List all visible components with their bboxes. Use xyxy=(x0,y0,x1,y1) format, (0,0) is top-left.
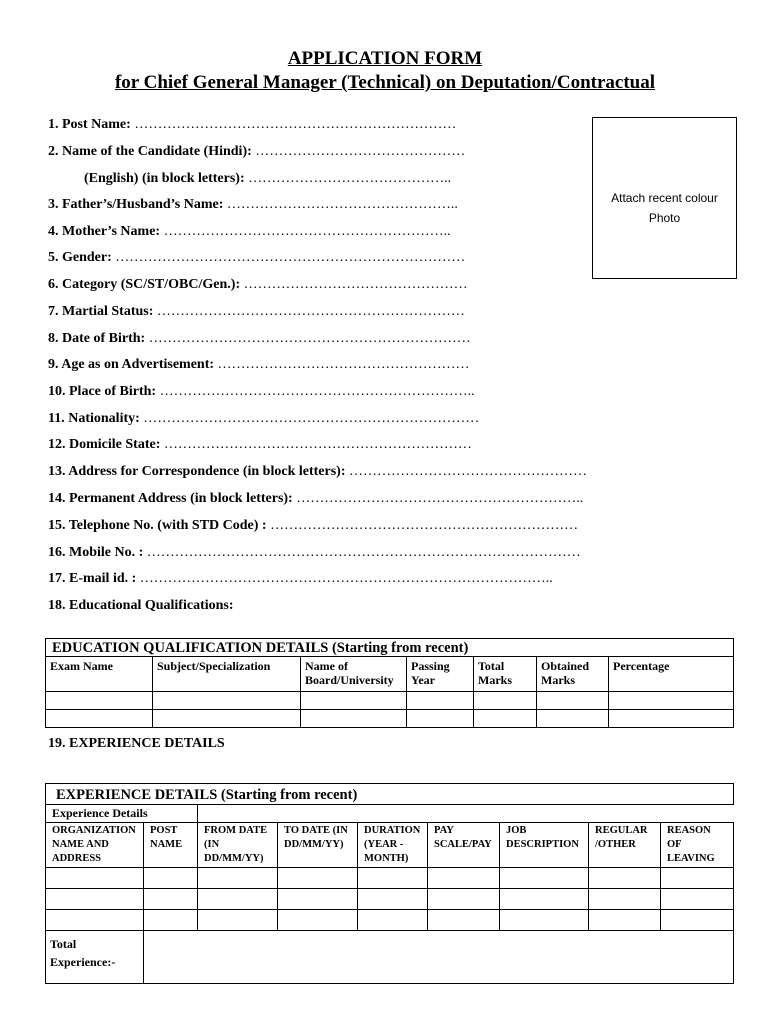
experience-header-pay-scale: PAY SCALE/PAY xyxy=(428,823,500,868)
table-row xyxy=(46,710,734,728)
table-cell[interactable] xyxy=(153,692,301,710)
experience-subcaption: Experience Details xyxy=(46,805,198,823)
field-post-name[interactable]: 1. Post Name: …………………………………………………………… xyxy=(48,117,457,132)
table-cell[interactable] xyxy=(301,710,407,728)
education-header-percentage: Percentage xyxy=(609,657,734,692)
form-title: APPLICATION FORM xyxy=(287,48,483,69)
table-cell[interactable] xyxy=(537,692,609,710)
table-cell[interactable] xyxy=(500,868,589,889)
education-table xyxy=(45,638,734,728)
field-candidate-name-hindi[interactable]: 2. Name of the Candidate (Hindi): ……………………………………… xyxy=(48,144,466,159)
field-gender[interactable]: 5. Gender: ………………………………………………………………… xyxy=(48,250,466,265)
field-category[interactable]: 6. Category (SC/ST/OBC/Gen.): ………………………………………… xyxy=(48,277,468,292)
table-cell[interactable] xyxy=(428,910,500,931)
education-header-passing-year: Passing Year xyxy=(407,657,474,692)
table-row xyxy=(46,692,734,710)
table-cell[interactable] xyxy=(278,910,358,931)
table-cell[interactable] xyxy=(500,889,589,910)
table-cell xyxy=(198,805,734,823)
table-cell[interactable] xyxy=(589,889,661,910)
education-table-caption: EDUCATION QUALIFICATION DETAILS (Starting from recent) xyxy=(46,639,734,657)
table-cell[interactable] xyxy=(428,868,500,889)
table-cell[interactable] xyxy=(278,889,358,910)
field-telephone[interactable]: 15. Telephone No. (with STD Code) : ………………………………………………………… xyxy=(48,518,579,533)
table-cell[interactable] xyxy=(46,710,153,728)
field-nationality[interactable]: 11. Nationality: ……………………………………………………………… xyxy=(48,411,480,426)
field-father-husband-name[interactable]: 3. Father’s/Husband’s Name: ………………………………………….. xyxy=(48,197,458,212)
field-educational-qualifications: 18. Educational Qualifications: xyxy=(48,598,234,613)
education-header-obtained-marks: Obtained Marks xyxy=(537,657,609,692)
table-cell[interactable] xyxy=(358,889,428,910)
experience-table xyxy=(45,783,734,984)
photo-box[interactable] xyxy=(592,117,737,279)
table-cell[interactable] xyxy=(278,868,358,889)
experience-header-duration: DURATION (YEAR - MONTH) xyxy=(358,823,428,868)
table-cell[interactable] xyxy=(407,710,474,728)
education-header-subject: Subject/Specialization xyxy=(153,657,301,692)
field-email[interactable]: 17. E-mail id. : …………………………………………………………………………….. xyxy=(48,571,553,586)
field-date-of-birth[interactable]: 8. Date of Birth: …………………………………………………………… xyxy=(48,331,471,346)
table-cell[interactable] xyxy=(46,692,153,710)
field-mobile[interactable]: 16. Mobile No. : ………………………………………………………………………………… xyxy=(48,545,581,560)
table-cell[interactable] xyxy=(358,868,428,889)
field-place-of-birth[interactable]: 10. Place of Birth: ………………………………………………………….. xyxy=(48,384,475,399)
table-cell[interactable] xyxy=(537,710,609,728)
experience-header-job-description: JOB DESCRIPTION xyxy=(500,823,589,868)
table-cell[interactable] xyxy=(198,868,278,889)
table-row xyxy=(46,910,734,931)
experience-header-organization: ORGANIZATION NAME AND ADDRESS xyxy=(46,823,144,868)
table-cell[interactable] xyxy=(46,868,144,889)
experience-table-caption: EXPERIENCE DETAILS (Starting from recent) xyxy=(46,784,734,805)
table-cell[interactable] xyxy=(609,710,734,728)
field-candidate-name-english[interactable]: (English) (in block letters): …………………………………….. xyxy=(84,171,452,186)
experience-header-reason-of-leaving: REASON OF LEAVING xyxy=(661,823,734,868)
table-cell[interactable] xyxy=(474,692,537,710)
field-martial-status[interactable]: 7. Martial Status: ………………………………………………………… xyxy=(48,304,465,319)
table-cell[interactable] xyxy=(589,910,661,931)
field-permanent-address[interactable]: 14. Permanent Address (in block letters): …………………………………………………….. xyxy=(48,491,584,506)
table-cell[interactable] xyxy=(46,889,144,910)
education-header-board: Name of Board/University xyxy=(301,657,407,692)
table-cell[interactable] xyxy=(428,889,500,910)
field-mother-name[interactable]: 4. Mother’s Name: …………………………………………………….. xyxy=(48,224,451,239)
table-cell[interactable] xyxy=(474,710,537,728)
table-cell[interactable] xyxy=(198,910,278,931)
field-correspondence-address[interactable]: 13. Address for Correspondence (in block letters): …………………………………………… xyxy=(48,464,587,479)
photo-box-line1: Attach recent colour xyxy=(611,191,718,205)
table-cell[interactable] xyxy=(500,910,589,931)
table-cell[interactable] xyxy=(144,868,198,889)
experience-header-from-date: FROM DATE (IN DD/MM/YY) xyxy=(198,823,278,868)
table-cell[interactable] xyxy=(609,692,734,710)
education-header-exam-name: Exam Name xyxy=(46,657,153,692)
field-age[interactable]: 9. Age as on Advertisement: ……………………………………………… xyxy=(48,357,470,372)
experience-header-regular-other: REGULAR /OTHER xyxy=(589,823,661,868)
photo-box-line2: Photo xyxy=(648,211,681,225)
table-row xyxy=(46,889,734,910)
total-experience-value[interactable] xyxy=(144,931,734,984)
experience-section-heading: 19. EXPERIENCE DETAILS xyxy=(48,736,225,751)
table-cell[interactable] xyxy=(661,910,734,931)
table-row xyxy=(46,868,734,889)
experience-header-to-date: TO DATE (IN DD/MM/YY) xyxy=(278,823,358,868)
table-cell[interactable] xyxy=(301,692,407,710)
table-cell[interactable] xyxy=(153,710,301,728)
table-cell[interactable] xyxy=(198,889,278,910)
education-header-total-marks: Total Marks xyxy=(474,657,537,692)
table-cell[interactable] xyxy=(407,692,474,710)
table-cell[interactable] xyxy=(144,889,198,910)
total-experience-label: Total Experience:- xyxy=(46,931,144,984)
form-subtitle: for Chief General Manager (Technical) on Deputation/Contractual xyxy=(114,72,656,93)
table-cell[interactable] xyxy=(358,910,428,931)
field-domicile-state[interactable]: 12. Domicile State: ………………………………………………………… xyxy=(48,437,472,452)
table-cell[interactable] xyxy=(661,889,734,910)
table-cell[interactable] xyxy=(144,910,198,931)
table-cell[interactable] xyxy=(661,868,734,889)
experience-header-post-name: POST NAME xyxy=(144,823,198,868)
table-cell[interactable] xyxy=(589,868,661,889)
table-cell[interactable] xyxy=(46,910,144,931)
